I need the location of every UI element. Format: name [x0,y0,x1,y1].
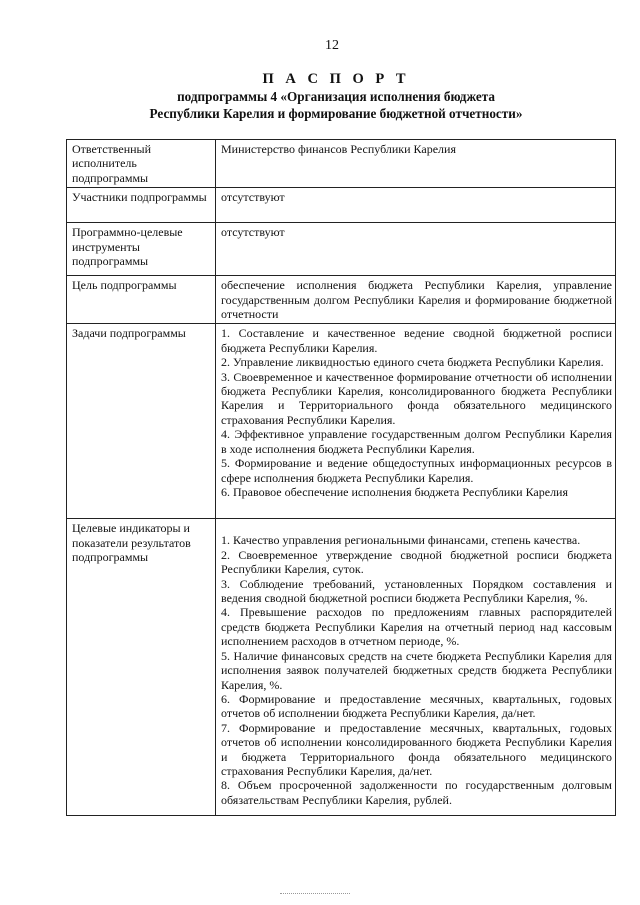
document-title: П А С П О Р Т [262,71,410,87]
table-row-instruments [67,223,616,276]
row-label: Задачи подпрограммы [67,324,216,519]
subtitle-line: Республики Карелия и формирование бюджетной отчетности» [149,106,523,121]
table-row-responsible [67,140,616,188]
tasks-list [216,324,616,519]
list-item: 8. Объем просроченной задолженности по государственным долговым обязательствам Республики Карелия, рублей. [221,778,612,807]
list-item: 2. Управление ликвидностью единого счета бюджета Республики Карелия. [221,355,604,370]
row-label: Цель подпрограммы [67,276,216,324]
scan-mark [280,893,350,894]
list-item: 3. Своевременное и качественное формирование отчетности об исполнении бюджета Республики Карелия, консолидированного бюджета Республики Карелия и Территориального фонда обязательного медицинского страхования Республики Карелия. [221,369,612,427]
document-subtitle [0,88,640,122]
list-item: 5. Формирование и ведение общедоступных информационных ресурсов в сфере исполнения бюджета Республики Карелия. [221,456,612,485]
row-value: Министерство финансов Республики Карелия [216,140,616,188]
row-value: отсутствуют [216,188,616,223]
list-item: 6. Правовое обеспечение исполнения бюджета Республики Карелия [221,484,568,499]
row-value: обеспечение исполнения бюджета Республики Карелия, управление государственным долгом Республики Карелия и формирование бюджетной отчетности [216,276,616,324]
indicators-list [216,519,616,816]
table-row-indicators [67,519,616,816]
passport-table [66,139,616,816]
table-row-goal [67,276,616,324]
row-label: Ответственный исполнитель подпрограммы [67,140,216,188]
row-label: Программно-целевые инструменты подпрограммы [67,223,216,276]
list-item: 5. Наличие финансовых средств на счете бюджета Республики Карелия для исполнения заявок получателей бюджетных средств бюджета Республики Карелия, %. [221,648,612,692]
row-label: Целевые индикаторы и показатели результатов подпрограммы [67,519,216,816]
row-value: отсутствуют [216,223,616,276]
list-item: 7. Формирование и предоставление месячных, квартальных, годовых отчетов об исполнении консолидированного бюджета Республики Карелия и бюджета Территориального фонда обязательного медицинского страхования Республики Карелия, да/нет. [221,720,612,778]
list-item: 1. Качество управления региональными финансами, степень качества. [221,533,581,548]
list-item: 1. Составление и качественное ведение сводной бюджетной росписи бюджета Республики Карелия. [221,326,612,355]
table-row-tasks [67,324,616,519]
list-item: 6. Формирование и предоставление месячных, квартальных, годовых отчетов об исполнении бюджета Республики Карелия, да/нет. [221,691,612,721]
page-number: 12 [325,38,339,53]
table-row-participants [67,188,616,223]
row-label: Участники подпрограммы [67,188,216,223]
list-item: 3. Соблюдение требований, установленных Порядком составления и ведения сводной бюджетной росписи бюджета Республики Карелия, %. [221,576,612,606]
list-item: 2. Своевременное утверждение сводной бюджетной росписи бюджета Республики Карелия, суток. [221,547,612,577]
list-item: 4. Превышение расходов по предложениям главных распорядителей средств бюджета Республики Карелия на отчетный период над кассовым исполнением расходов в отчетном периоде, %. [221,605,612,649]
subtitle-line: подпрограммы 4 «Организация исполнения бюджета [177,89,495,104]
list-item: 4. Эффективное управление государственным долгом Республики Карелия в ходе исполнения бюджета Республики Карелия. [221,427,612,456]
